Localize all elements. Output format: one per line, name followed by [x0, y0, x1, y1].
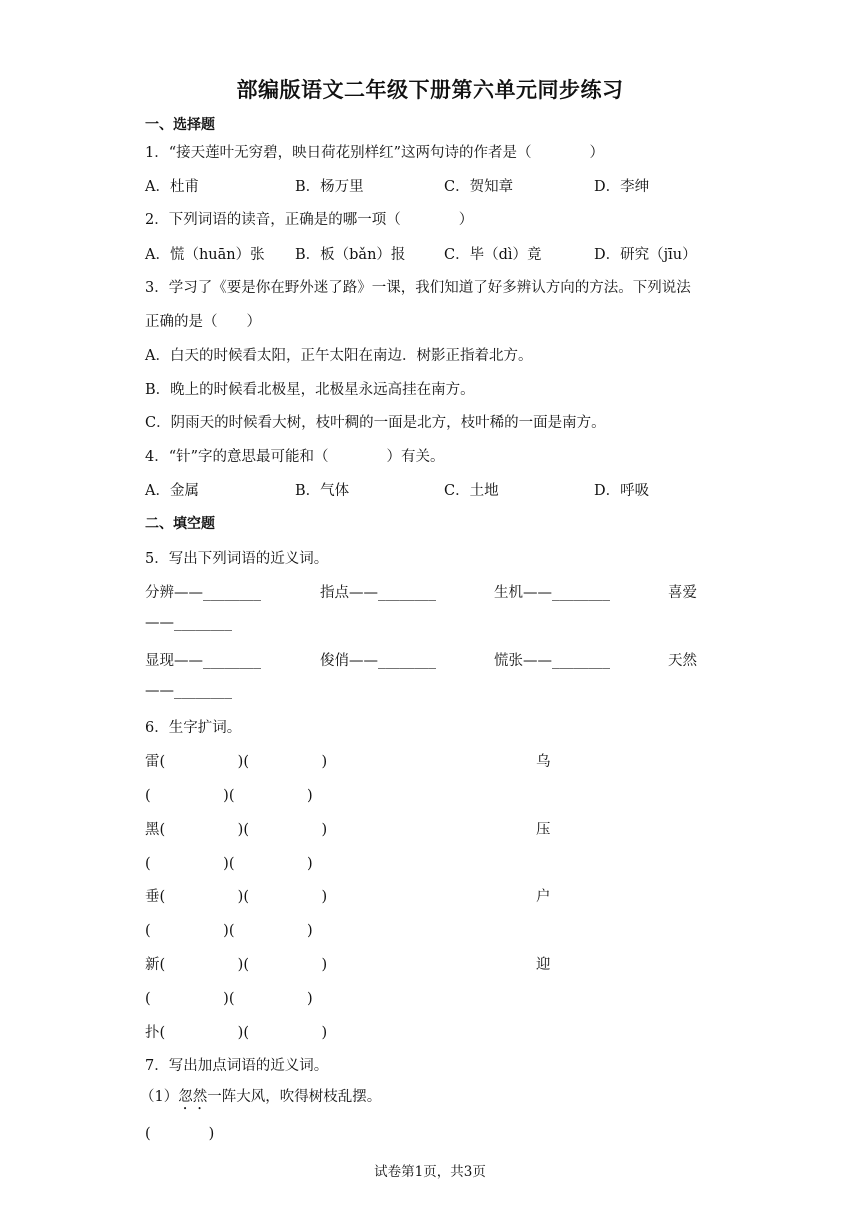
synonym-item: 生机——________ — [494, 585, 610, 601]
word-expansion-row: 垂( )( ) — [145, 889, 328, 905]
word-expansion-continuation: ( )( ) — [145, 788, 313, 804]
word-expansion-row: 扑( )( ) — [145, 1025, 328, 1041]
word-expansion-char: 户 — [536, 889, 551, 905]
word-expansion-continuation: ( )( ) — [145, 856, 313, 872]
synonym-item: 显现——________ — [145, 653, 261, 669]
word-expansion-continuation: ( )( ) — [145, 923, 313, 939]
word-expansion-row: 黑( )( ) — [145, 822, 328, 838]
question-2-stem: 2．下列词语的读音，正确是的哪一项（ ） — [145, 212, 474, 228]
sentence-remainder: 一阵大风，吹得树枝乱摆。 — [207, 1089, 382, 1105]
question-2-option-d: D．研究（jīu） — [594, 247, 697, 263]
question-2-option-b: B．板（bǎn）报 — [295, 247, 406, 263]
question-1-option-c: C．贺知章 — [444, 179, 514, 195]
question-3-stem-line2: 正确的是（ ） — [145, 314, 261, 330]
word-expansion-char: 迎 — [536, 957, 551, 973]
question-2-option-a: A．慌（huān）张 — [145, 247, 265, 263]
question-7-stem: 7．写出加点词语的近义词。 — [145, 1058, 329, 1074]
question-1-stem: 1．“接天莲叶无穷碧，映日荷花别样红”这两句诗的作者是（ ） — [145, 145, 605, 161]
word-expansion-continuation: ( )( ) — [145, 991, 313, 1007]
word-expansion-char: 乌 — [536, 754, 551, 770]
sub-question-number: （1） — [140, 1089, 179, 1105]
answer-blank: ( ) — [145, 1126, 215, 1142]
synonym-item: 慌张——________ — [494, 653, 610, 669]
page-title: 部编版语文二年级下册第六单元同步练习 — [236, 78, 624, 102]
synonym-item: 喜爱 — [668, 585, 697, 601]
question-1-option-a: A．杜甫 — [145, 179, 199, 195]
page-footer: 试卷第1页，共3页 — [374, 1164, 486, 1180]
question-4-option-b: B．气体 — [295, 483, 350, 499]
section-heading-choice: 一、选择题 — [145, 117, 215, 133]
synonym-item: 俊俏——________ — [320, 653, 436, 669]
word-expansion-char: 压 — [536, 822, 551, 838]
question-4-option-c: C．土地 — [444, 483, 499, 499]
synonym-item: 天然 — [668, 653, 697, 669]
question-7-sub1 — [140, 1085, 381, 1113]
question-3-option-b: B．晚上的时候看北极星，北极星永远高挂在南方。 — [145, 382, 475, 398]
emphasized-word: 忽然 — [178, 1089, 208, 1105]
word-expansion-row: 新( )( ) — [145, 957, 328, 973]
question-6-stem: 6．生字扩词。 — [145, 720, 242, 736]
question-4-stem: 4．“针”字的意思最可能和（ ）有关。 — [145, 449, 445, 465]
question-4-option-a: A．金属 — [145, 483, 199, 499]
question-1-option-d: D．李绅 — [594, 179, 650, 195]
question-3-option-a: A．白天的时候看太阳，正午太阳在南边．树影正指着北方。 — [145, 348, 533, 364]
synonym-item: 分辨——________ — [145, 585, 261, 601]
synonym-item-continuation: ——________ — [145, 683, 232, 699]
question-3-stem-line1: 3．学习了《要是你在野外迷了路》一课，我们知道了好多辨认方向的方法。下列说法 — [145, 280, 691, 296]
synonym-item: 指点——________ — [320, 585, 436, 601]
question-1-option-b: B．杨万里 — [295, 179, 364, 195]
synonym-item-continuation: ——________ — [145, 615, 232, 631]
section-heading-fill: 二、填空题 — [145, 516, 215, 532]
question-5-stem: 5．写出下列词语的近义词。 — [145, 551, 329, 567]
question-3-option-c: C．阴雨天的时候看大树，枝叶稠的一面是北方，枝叶稀的一面是南方。 — [145, 415, 606, 431]
question-2-option-c: C．毕（dì）竟 — [444, 247, 542, 263]
word-expansion-row: 雷( )( ) — [145, 754, 328, 770]
question-4-option-d: D．呼吸 — [594, 483, 650, 499]
